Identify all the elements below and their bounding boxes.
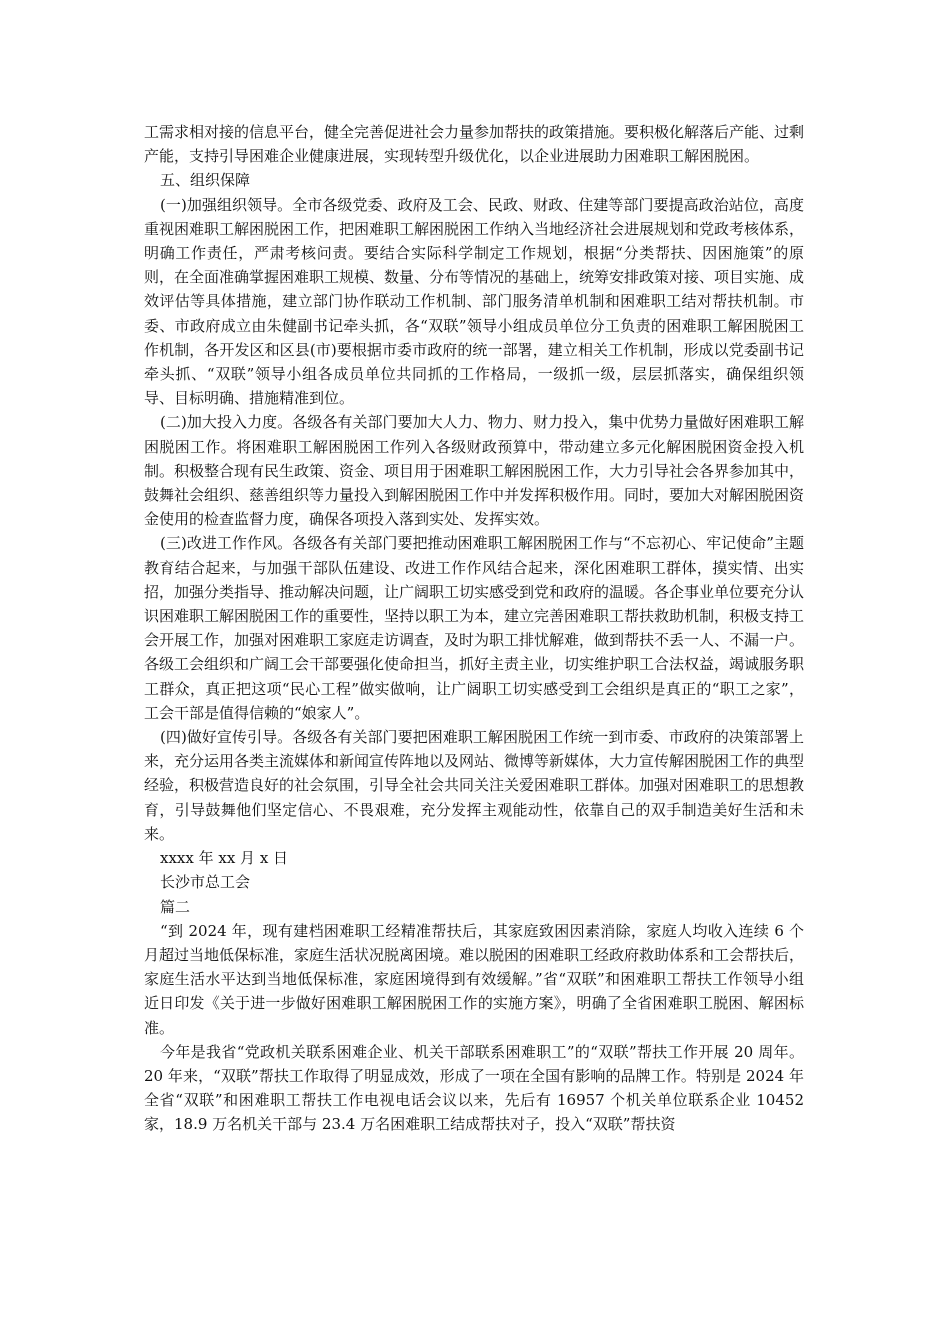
organization-signature: 长沙市总工会 <box>160 873 251 892</box>
date-line: xxxx 年 xx 月 x 日 <box>160 849 289 868</box>
paragraph-anniversary: 今年是我省“党政机关联系困难企业、机关干部联系困难职工”的“双联”帮扶工作开展 20 周年。20 年来，“双联”帮扶工作取得了明显成效，形成了一项在全国有影响的品牌工作。特别是 2024 年全省“双联”和困难职工帮扶工作电视电话会议以来，先后有 16957 个机关单位联系企业 10452 家，18.9 万名机关干部与 23.4 万名困难职工结成帮扶对子，投入“双联”帮扶资 <box>144 1042 804 1134</box>
paragraph-investment: (二)加大投入力度。各级各有关部门要加大人力、物力、财力投入，集中优势力量做好困难职工解困脱困工作。将困难职工解困脱困工作列入各级财政预算中，带动建立多元化解困脱困资金投入机制。积极整合现有民生政策、资金、项目用于困难职工解困脱困工作，大力引导社会各界参加其中，鼓舞社会组织、慈善组织等力量投入到解困脱困工作中并发挥积极作用。同时，要加大对解困脱困资金使用的检查监督力度，确保各项投入落到实处、发挥实效。 <box>144 413 805 529</box>
paragraph-publicity: (四)做好宣传引导。各级各有关部门要把困难职工解困脱困工作统一到市委、市政府的决策部署上来，充分运用各类主流媒体和新闻宣传阵地以及网站、微博等新媒体，大力宣传解困脱困工作的典型经验，积极营造良好的社会氛围，引导全社会共同关注关爱困难职工群体。加强对困难职工的思想教育，引导鼓舞他们坚定信心、不畏艰难，充分发挥主观能动性，依靠自己的双手制造美好生活和未来。 <box>144 728 805 843</box>
paragraph-intro: 工需求相对接的信息平台，健全完善促进社会力量参加帮扶的政策措施。要积极化解落后产能、过剩产能，支持引导困难企业健康进展，实现转型升级优化，以企业进展助力困难职工解困脱困。 <box>144 123 805 166</box>
paragraph-leadership: (一)加强组织领导。全市各级党委、政府及工会、民政、财政、住建等部门要提高政治站位，高度重视困难职工解困脱困工作，把困难职工解困脱困工作纳入当地经济社会进展规划和党政考核体系，明确工作责任，严肃考核问责。要结合实际科学制定工作规划，根据“分类帮扶、因困施策”的原则，在全面准确掌握困难职工规模、数量、分布等情况的基础上，统筹安排政策对接、项目实施、成效评估等具体措施，建立部门协作联动工作机制、部门服务清单机制和困难职工结对帮扶机制。市委、市政府成立由朱健副书记牵头抓，各“双联”领导小组成员单位分工负责的困难职工解困脱困工作机制，各开发区和区县(市)要根据市委市政府的统一部署，建立相关工作机制，形成以党委副书记牵头抓、“双联”领导小组各成员单位共同抓的工作格局，一级抓一级，层层抓落实，确保组织领导、目标明确、措施精准到位。 <box>144 195 805 408</box>
section-title-part-two: 篇二 <box>160 897 191 916</box>
section-heading-organization: 五、组织保障 <box>160 171 251 190</box>
paragraph-work-style: (三)改进工作作风。各级各有关部门要把推动困难职工解困脱困工作与“不忘初心、牢记使命”主题教育结合起来，与加强干部队伍建设、改进工作作风结合起来，深化困难职工群体，摸实情、出实招，加强分类指导、推动解决问题，让广阔职工切实感受到党和政府的温暖。各企事业单位要充分认识困难职工解困脱困工作的重要性，坚持以职工为本，建立完善困难职工帮扶救助机制，积极支持工会开展工作，加强对困难职工家庭走访调查，及时为职工排忧解难，做到帮扶不丢一人、不漏一户。各级工会组织和广阔工会干部要强化使命担当，抓好主责主业，切实维护职工合法权益，竭诚服务职工群众，真正把这项“民心工程”做实做响，让广阔职工切实感受到工会组织是真正的“职工之家”，工会干部是值得信赖的“娘家人”。 <box>144 534 805 722</box>
paragraph-target-2024: “到 2024 年，现有建档困难职工经精准帮扶后，其家庭致困因素消除，家庭人均收入连续 6 个月超过当地低保标准，家庭生活状况脱离困境。难以脱困的困难职工经政府救助体系和工会帮扶后，家庭生活水平达到当地低保标准，家庭困境得到有效缓解。”省“双联”和困难职工帮扶工作领导小组近日印发《关于进一步做好困难职工解困脱困工作的实施方案》，明确了全省困难职工脱困、解困标准。 <box>144 921 805 1037</box>
document-body <box>144 120 804 1137</box>
